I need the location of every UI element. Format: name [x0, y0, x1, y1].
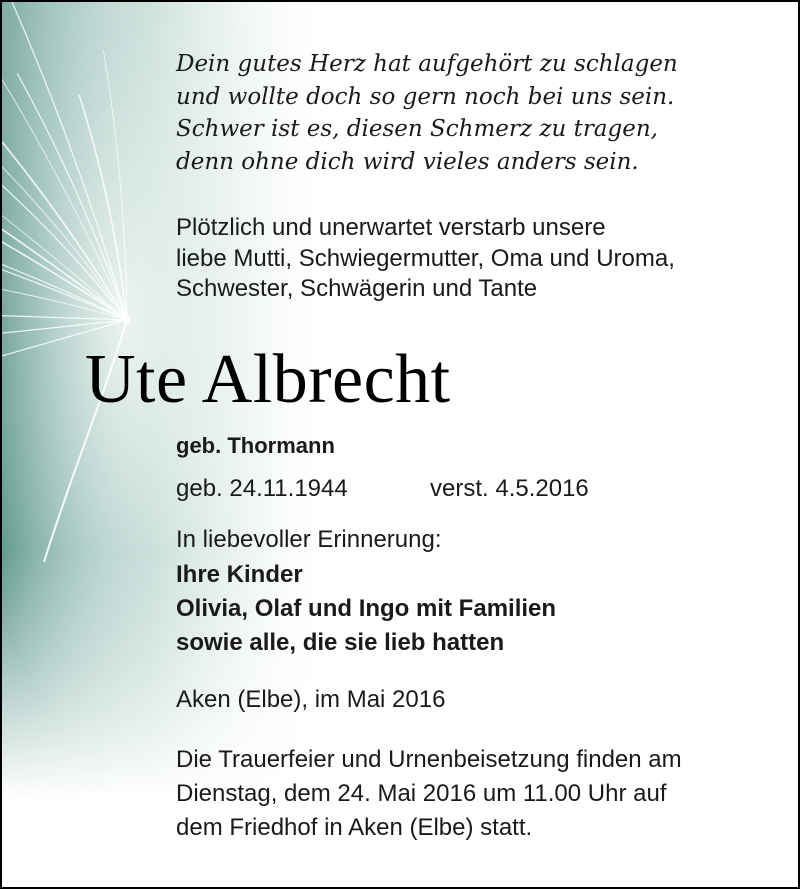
- death-announcement: [176, 213, 776, 305]
- memorial-poem: [176, 48, 776, 178]
- funeral-service-info: [176, 743, 796, 845]
- announcement-line: Plötzlich und unerwartet verstarb unsere: [176, 214, 606, 241]
- service-line: Dienstag, dem 24. Mai 2016 um 11.00 Uhr auf: [176, 780, 667, 807]
- mourner-line: sowie alle, die sie lieb hatten: [176, 629, 505, 656]
- place-and-date: Aken (Elbe), im Mai 2016: [176, 686, 446, 713]
- poem-line: Dein gutes Herz hat aufgehört zu schlagen: [176, 51, 678, 77]
- poem-line: Schwer ist es, diesen Schmerz zu tragen,: [176, 116, 658, 142]
- mourners-list: [176, 558, 556, 660]
- death-date: verst. 4.5.2016: [430, 475, 589, 502]
- mourner-line: Ihre Kinder: [176, 561, 303, 588]
- birth-date: geb. 24.11.1944: [176, 475, 348, 502]
- poem-line: und wollte doch so gern noch bei uns sein.: [176, 83, 675, 110]
- mourner-line: Olivia, Olaf und Ingo mit Familien: [176, 595, 557, 622]
- service-line: dem Friedhof in Aken (Elbe) statt.: [176, 814, 533, 841]
- poem-line: denn ohne dich wird vieles anders sein.: [176, 148, 639, 175]
- maiden-name: geb. Thormann: [176, 433, 335, 458]
- announcement-line: liebe Mutti, Schwiegermutter, Oma und Uroma,: [176, 244, 675, 272]
- announcement-line: Schwester, Schwägerin und Tante: [176, 275, 538, 302]
- life-dates: [176, 475, 589, 503]
- deceased-name: Ute Albrecht: [85, 341, 451, 418]
- service-line: Die Trauerfeier und Urnenbeisetzung finden am: [176, 746, 682, 773]
- memory-heading: In liebevoller Erinnerung:: [176, 526, 442, 553]
